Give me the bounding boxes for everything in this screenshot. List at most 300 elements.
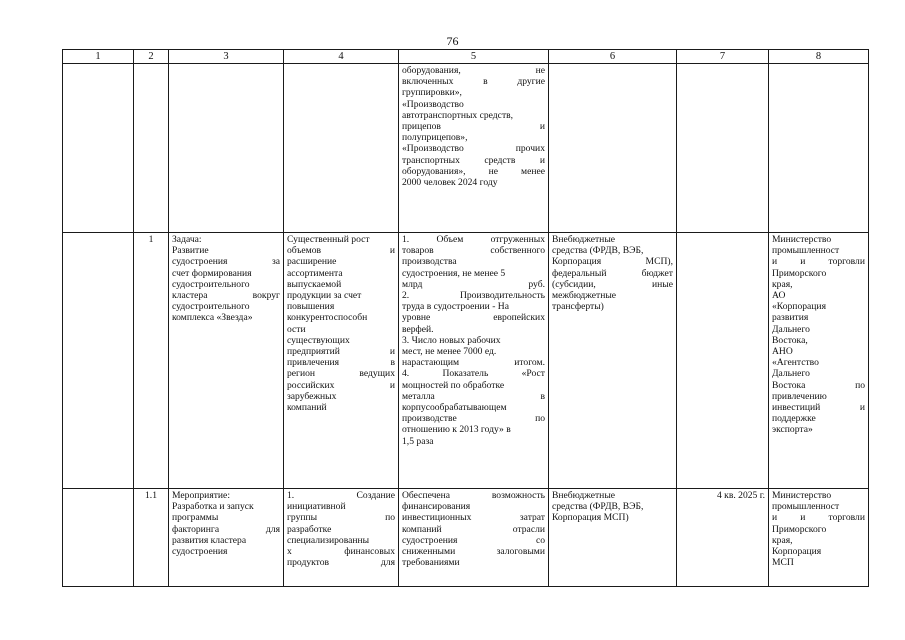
cell-text-line [552,245,673,256]
cell-text-fragment: по [855,379,865,391]
cell-text-line [772,301,865,312]
column-number: 7 [677,50,769,64]
cell-text-line [287,279,395,290]
cell-text-line [772,357,865,368]
table-row [63,489,869,587]
cell-text-fragment: прочих [515,143,545,155]
cell-text-line [287,490,395,501]
cell-text-line [172,268,280,279]
cell-text-fragment: Востока [772,379,806,391]
cell-text-fragment: привлечению [772,390,827,402]
cell-text-line [402,110,545,121]
column-number: 2 [134,50,169,64]
cell-text-fragment: за [271,256,280,268]
funding-cell [549,64,677,233]
cell-text-fragment: залоговыми [496,546,545,558]
cell-text-line [402,76,545,87]
cell-text-fragment: труда в судостроении - На [402,301,509,313]
cell-text-fragment: федеральный [552,267,607,279]
cell-text-fragment: ведущих [359,368,395,380]
column-number: 6 [549,50,677,64]
cell-text-fragment: трансферты) [552,301,604,313]
cell-text-fragment: Создание [356,490,395,501]
cell-text-fragment: кластера [172,290,208,302]
cell-text-fragment: судостроения [402,534,458,546]
cell-text-line [402,512,545,523]
cell-text-fragment: (субсидии, [552,278,596,290]
cell-text-line [402,256,545,267]
cell-text-line [402,312,545,323]
cell-text-line [402,335,545,346]
cell-empty [63,233,134,489]
cell-text-line [402,501,545,512]
cell-text-line [772,290,865,301]
cell-text-fragment: АНО [772,346,793,358]
cell-text-line [402,535,545,546]
cell-text-fragment: повышения [287,301,335,313]
cell-text-line [772,557,865,568]
cell-text-fragment: отрасли [512,523,545,535]
cell-text-line [402,557,545,568]
cell-text-line [287,346,395,357]
cell-text-fragment: «Рост [521,368,545,380]
cell-text-fragment: поддержке [772,413,816,425]
cell-text-fragment: отгруженных [490,234,545,245]
cell-text-fragment: Востока, [772,334,808,346]
cell-text-fragment: края, [772,534,793,546]
result-cell [284,489,399,587]
cell-text-fragment: объемов [287,245,322,257]
cell-text-line [172,535,280,546]
cell-text-fragment: комплекса «Звезда» [172,312,253,324]
cell-text-fragment: торговли [828,512,865,524]
responsible-cell [769,64,869,233]
cell-text-fragment: Мероприятие: [172,490,230,501]
cell-text-line [402,413,545,424]
cell-text-fragment: иные [652,278,673,290]
cell-text-fragment: Дальнего [772,323,810,335]
cell-text-fragment: группы [287,512,318,524]
cell-text-line [172,279,280,290]
cell-text-fragment: инвестиционных [402,512,472,524]
cell-text-fragment: Приморского [772,267,827,279]
cell-text-line [172,501,280,512]
cell-text-line [402,346,545,357]
table-row [63,233,869,489]
deadline-cell: 4 кв. 2025 г. [677,489,769,587]
cell-text-fragment: и [772,512,778,524]
cell-text-line [772,535,865,546]
cell-text-fragment: Задача: [172,234,202,245]
task-cell [169,489,284,587]
cell-text-line [287,557,395,568]
cell-text-line [772,346,865,357]
cell-text-fragment: продукции за счет [287,290,362,302]
cell-text-line [402,490,545,501]
deadline-cell [677,64,769,233]
cell-text-line [772,546,865,557]
cell-text-line [772,312,865,323]
cell-text-line [402,424,545,435]
cell-text-line [402,546,545,557]
cell-text-fragment: разработке [287,523,332,535]
cell-text-line [402,324,545,335]
cell-text-fragment: и [389,245,395,257]
cell-text-fragment: итогом. [514,357,545,369]
cell-text-fragment: в [390,357,395,369]
result-cell [284,233,399,489]
cell-text-fragment: Министерство [772,234,832,245]
task-cell [169,233,284,489]
cell-text-line [402,87,545,98]
cell-text-fragment: «Производство [402,98,464,110]
cell-text-line [772,234,865,245]
cell-text-line [402,524,545,535]
column-number: 8 [769,50,869,64]
cell-text-fragment: ости [287,323,306,335]
column-number: 5 [399,50,549,64]
cell-text-fragment: полуприцепов», [402,132,468,144]
cell-text-fragment: МСП), [645,256,673,268]
cell-text-fragment: предприятий [287,346,340,358]
cell-empty [63,64,134,233]
cell-text-fragment: вокруг [252,290,280,302]
cell-text-line [402,357,545,368]
cell-text-fragment: мощностей по обработке [402,379,505,391]
cell-text-line [772,279,865,290]
cell-text-line [172,546,280,557]
cell-text-fragment: «Производство [402,143,464,155]
cell-text-fragment: края, [772,278,793,290]
cell-text-fragment: Внебюджетные [552,490,616,501]
cell-text-fragment: уровне [402,312,431,324]
cell-text-fragment: конкурентоспособн [287,312,368,324]
cell-text-line [172,234,280,245]
cell-text-line [402,245,545,256]
result-cell [284,64,399,233]
cell-text-line [172,312,280,323]
responsible-cell [769,233,869,489]
cell-text-line [552,279,673,290]
cell-text-line [287,256,395,267]
cell-text-fragment: факторинга [172,523,220,535]
cell-text-fragment: и [800,512,806,524]
cell-text-fragment: по [385,512,395,524]
cell-text-fragment: инициативной [287,501,346,513]
row-number-cell: 1 [134,233,169,489]
cell-text-fragment: для [265,523,280,535]
indicator-cell [399,233,549,489]
cell-text-fragment: собственного [490,245,545,257]
cell-text-fragment: «Корпорация [772,301,826,313]
cell-text-fragment: млрд [402,278,423,290]
cell-text-line [402,166,545,177]
cell-text-line [402,301,545,312]
cell-text-line [172,256,280,267]
cell-text-line [287,290,395,301]
cell-text-line [287,391,395,402]
cell-text-fragment: судостроения [172,256,228,268]
cell-text-line [552,268,673,279]
cell-text-fragment: возможность [491,490,545,501]
cell-text-line [287,324,395,335]
cell-text-line [172,490,280,501]
cell-text-line [402,234,545,245]
cell-text-fragment: существующих [287,334,350,346]
cell-text-fragment: европейских [493,312,545,324]
cell-text-line [402,65,545,76]
cell-text-line [772,368,865,379]
cell-text-fragment: регион [287,368,316,380]
cell-text-fragment: и [389,346,395,358]
cell-text-line [402,177,545,188]
cell-text-fragment: отношению к 2013 году» в [402,424,511,436]
cell-text-fragment: менее [521,165,545,177]
cell-text-fragment: Объем [436,234,464,245]
cell-text-fragment: в [540,390,545,402]
cell-text-fragment: транспортных [402,154,460,166]
cell-text-fragment: инвестиций [772,402,821,414]
cell-text-line [172,301,280,312]
cell-text-line [287,546,395,557]
cell-text-fragment: судостроительного [172,301,250,313]
cell-text-fragment: средства (ФРДВ, ВЭБ, [552,245,644,257]
cell-text-line [552,512,673,523]
indicator-cell [399,64,549,233]
cell-text-fragment: товаров [402,245,434,257]
cell-text-fragment: Разработка и запуск [172,501,254,513]
cell-text-line [772,490,865,501]
cell-text-line [287,268,395,279]
cell-text-fragment: нарастающим [402,357,460,369]
cell-text-line [402,391,545,402]
cell-text-line [402,368,545,379]
cell-text-fragment: включенных [402,76,454,88]
cell-text-fragment: верфей. [402,323,434,335]
column-number: 4 [284,50,399,64]
cell-text-line [772,245,865,256]
cell-text-fragment: руб. [528,278,545,290]
cell-text-line [772,256,865,267]
cell-text-line [402,279,545,290]
cell-text-line [287,245,395,256]
cell-text-fragment: и [859,402,865,414]
funding-cell [549,233,677,489]
cell-text-line [287,335,395,346]
cell-text-line [287,535,395,546]
cell-text-fragment: производстве [402,413,457,425]
cell-text-line [287,312,395,323]
cell-text-line [772,424,865,435]
cell-text-fragment: затрат [519,512,545,524]
cell-text-fragment: и [539,121,545,133]
cell-text-fragment: корпусообрабатывающем [402,402,507,414]
cell-text-line [287,402,395,413]
cell-text-line [772,512,865,523]
cell-text-fragment: судостроительного [172,278,250,290]
cell-text-fragment: средств [484,154,516,166]
cell-text-fragment: Дальнего [772,368,810,380]
funding-cell [549,489,677,587]
cell-text-fragment: Корпорация [772,546,822,558]
cell-text-fragment: со [535,534,545,546]
cell-text-line [402,436,545,447]
cell-text-fragment: Внебюджетные [552,234,616,245]
cell-text-line [287,357,395,368]
cell-text-fragment: 1. [402,234,410,245]
cell-text-fragment: АО [772,290,786,302]
cell-text-line [552,290,673,301]
cell-text-fragment: автотранспортных средств, [402,109,514,121]
cell-text-fragment: Приморского [772,523,827,535]
cell-text-line [402,99,545,110]
cell-text-line [172,245,280,256]
cell-text-fragment: специализированны [287,534,370,546]
cell-text-line [772,268,865,279]
cell-text-line [402,155,545,166]
cell-text-fragment: российских [287,379,335,391]
column-number-row [63,50,869,64]
cell-text-line [402,121,545,132]
page-number: 76 [446,34,459,48]
cell-text-fragment: МСП [772,557,794,569]
cell-text-line [772,402,865,413]
cell-text-line [287,524,395,535]
cell-text-fragment: по [535,413,545,425]
cell-text-fragment: развития кластера [172,534,247,546]
cell-text-line [402,132,545,143]
cell-text-fragment: в [483,76,488,88]
cell-text-fragment: ассортимента [287,267,343,279]
task-cell [169,64,284,233]
cell-text-fragment: 2000 человек 2024 году [402,177,498,189]
cell-text-fragment: не [535,65,545,76]
cell-text-fragment: 3. Число новых рабочих [402,334,501,346]
cell-text-fragment: зарубежных [287,390,337,402]
cell-text-line [552,256,673,267]
cell-text-line [287,368,395,379]
cell-text-fragment: промышленност [772,501,840,513]
cell-text-line [552,301,673,312]
cell-text-fragment: продуктов [287,557,330,569]
cell-text-line [287,301,395,312]
cell-text-line [772,324,865,335]
cell-text-line [772,391,865,402]
cell-empty [63,489,134,587]
cell-text-fragment: мест, не менее 7000 ед. [402,346,497,358]
cell-text-line [772,413,865,424]
cell-text-fragment: и [800,256,806,268]
cell-text-fragment: межбюджетные [552,290,617,302]
cell-text-fragment: Производительность [459,290,545,302]
cell-text-fragment: 1. [287,490,295,501]
cell-text-fragment: Существенный рост [287,234,370,245]
cell-text-line [287,234,395,245]
cell-text-fragment: и [389,379,395,391]
cell-text-fragment: выпускаемой [287,278,342,290]
cell-text-line [402,290,545,301]
cell-text-fragment: оборудования, [402,65,461,76]
document-table [62,49,869,587]
cell-text-line [287,501,395,512]
cell-text-fragment: финансовых [344,546,395,558]
cell-text-fragment: и [772,256,778,268]
cell-text-fragment: сниженными [402,546,456,558]
cell-text-fragment: судостроения [172,546,228,558]
cell-text-fragment: производства [402,256,457,268]
cell-text-line [172,524,280,535]
cell-text-line [172,290,280,301]
cell-text-fragment: Министерство [772,490,832,501]
cell-text-fragment: группировки», [402,87,462,99]
cell-text-fragment: и [539,154,545,166]
cell-text-fragment: 2. [402,290,410,302]
cell-text-fragment: металла [402,390,435,402]
cell-text-fragment: требованиями [402,557,460,569]
cell-text-fragment: прицепов [402,121,441,133]
table-row [63,64,869,233]
cell-text-fragment: Показатель [442,368,489,380]
cell-text-line [772,524,865,535]
cell-text-fragment: 1,5 раза [402,435,434,447]
cell-text-line [402,402,545,413]
cell-text-fragment: оборудования», [402,165,466,177]
cell-text-fragment: другие [517,76,545,88]
cell-text-line [552,234,673,245]
cell-text-fragment: компаний [287,402,327,414]
column-number: 3 [169,50,284,64]
cell-text-line [552,501,673,512]
cell-text-fragment: Развитие [172,245,209,257]
cell-text-fragment: экспорта» [772,424,813,436]
cell-text-fragment: судостроения, не менее 5 [402,267,506,279]
cell-text-fragment: развития [772,312,809,324]
cell-text-fragment: Обеспечена [402,490,451,501]
responsible-cell [769,489,869,587]
cell-text-line [402,143,545,154]
cell-text-line [287,380,395,391]
cell-text-fragment: расширение [287,256,337,268]
cell-text-line [172,512,280,523]
cell-text-line [287,512,395,523]
cell-text-line [402,380,545,391]
cell-text-fragment: для [380,557,395,569]
cell-text-line [772,501,865,512]
deadline-cell [677,233,769,489]
cell-text-fragment: «Агентство [772,357,819,369]
row-number-cell: 1.1 [134,489,169,587]
cell-text-fragment: счет формирования [172,267,252,279]
indicator-cell [399,489,549,587]
cell-text-line [772,380,865,391]
cell-text-fragment: х [287,546,292,558]
cell-text-fragment: 4. [402,368,410,380]
cell-text-fragment: привлечения [287,357,340,369]
cell-text-fragment: бюджет [641,267,673,279]
cell-text-fragment: Корпорация [552,256,602,268]
cell-text-fragment: промышленност [772,245,840,257]
column-number: 1 [63,50,134,64]
cell-text-fragment: компаний [402,523,442,535]
cell-text-fragment: Корпорация МСП) [552,512,629,524]
cell-text-line [402,268,545,279]
cell-text-fragment: средства (ФРДВ, ВЭБ, [552,501,644,513]
cell-text-fragment: программы [172,512,219,524]
cell-text-line [552,490,673,501]
cell-text-fragment: не [488,165,498,177]
cell-text-fragment: финансирования [402,501,471,513]
row-number-cell [134,64,169,233]
